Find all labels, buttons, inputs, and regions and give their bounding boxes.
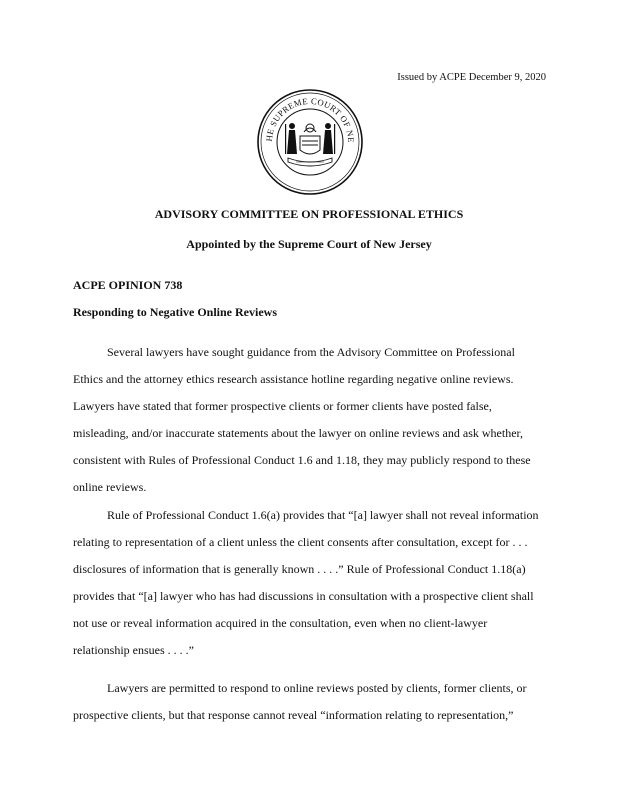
paragraph: [73, 675, 548, 729]
issued-date: Issued by ACPE December 9, 2020: [397, 72, 546, 83]
svg-text:SEAL OF THE SUPREME COURT OF N: HE SUPREME COURT OF NE: [263, 95, 357, 143]
paragraph: [73, 339, 548, 501]
paragraph-line: Lawyers have stated that former prospective clients or former clients have posted false,: [73, 399, 492, 413]
paragraph-line: Lawyers are permitted to respond to online reviews posted by clients, former clients, or: [107, 681, 527, 695]
paragraph-line: disclosures of information that is generally known . . . .” Rule of Professional Conduct 1.18(a): [73, 562, 526, 576]
paragraph-line: Several lawyers have sought guidance from the Advisory Committee on Professional: [107, 345, 515, 359]
opinion-number: ACPE OPINION 738: [73, 278, 183, 292]
paragraph-line: misleading, and/or inaccurate statements about the lawyer on online reviews and ask whether,: [73, 426, 524, 440]
appointed-subheading: Appointed by the Supreme Court of New Jersey: [186, 237, 432, 251]
paragraph-line: Rule of Professional Conduct 1.6(a) provides that “[a] lawyer shall not reveal information: [107, 508, 539, 522]
paragraph-line: not use or reveal information acquired in the consultation, even when no client-lawyer: [73, 616, 488, 630]
paragraph-line: relating to representation of a client unless the client consents after consultation, except for . . .: [73, 535, 528, 549]
paragraph: [73, 502, 548, 664]
paragraph-line: provides that “[a] lawyer who has had discussions in consultation with a prospective client shall: [73, 589, 534, 603]
paragraph-line: Ethics and the attorney ethics research assistance hotline regarding negative online reviews.: [73, 372, 514, 386]
paragraph-line: relationship ensues . . . .”: [73, 643, 194, 657]
committee-heading: ADVISORY COMMITTEE ON PROFESSIONAL ETHICS: [154, 207, 464, 221]
paragraph-line: consistent with Rules of Professional Conduct 1.6 and 1.18, they may publicly respond to these: [73, 453, 531, 467]
seal-graphic: [256, 88, 364, 196]
paragraph-line: prospective clients, but that response cannot reveal “information relating to representation,”: [73, 708, 514, 722]
paragraph-line: online reviews.: [73, 480, 147, 494]
court-seal-logo: [256, 88, 364, 196]
opinion-title: Responding to Negative Online Reviews: [73, 305, 277, 319]
